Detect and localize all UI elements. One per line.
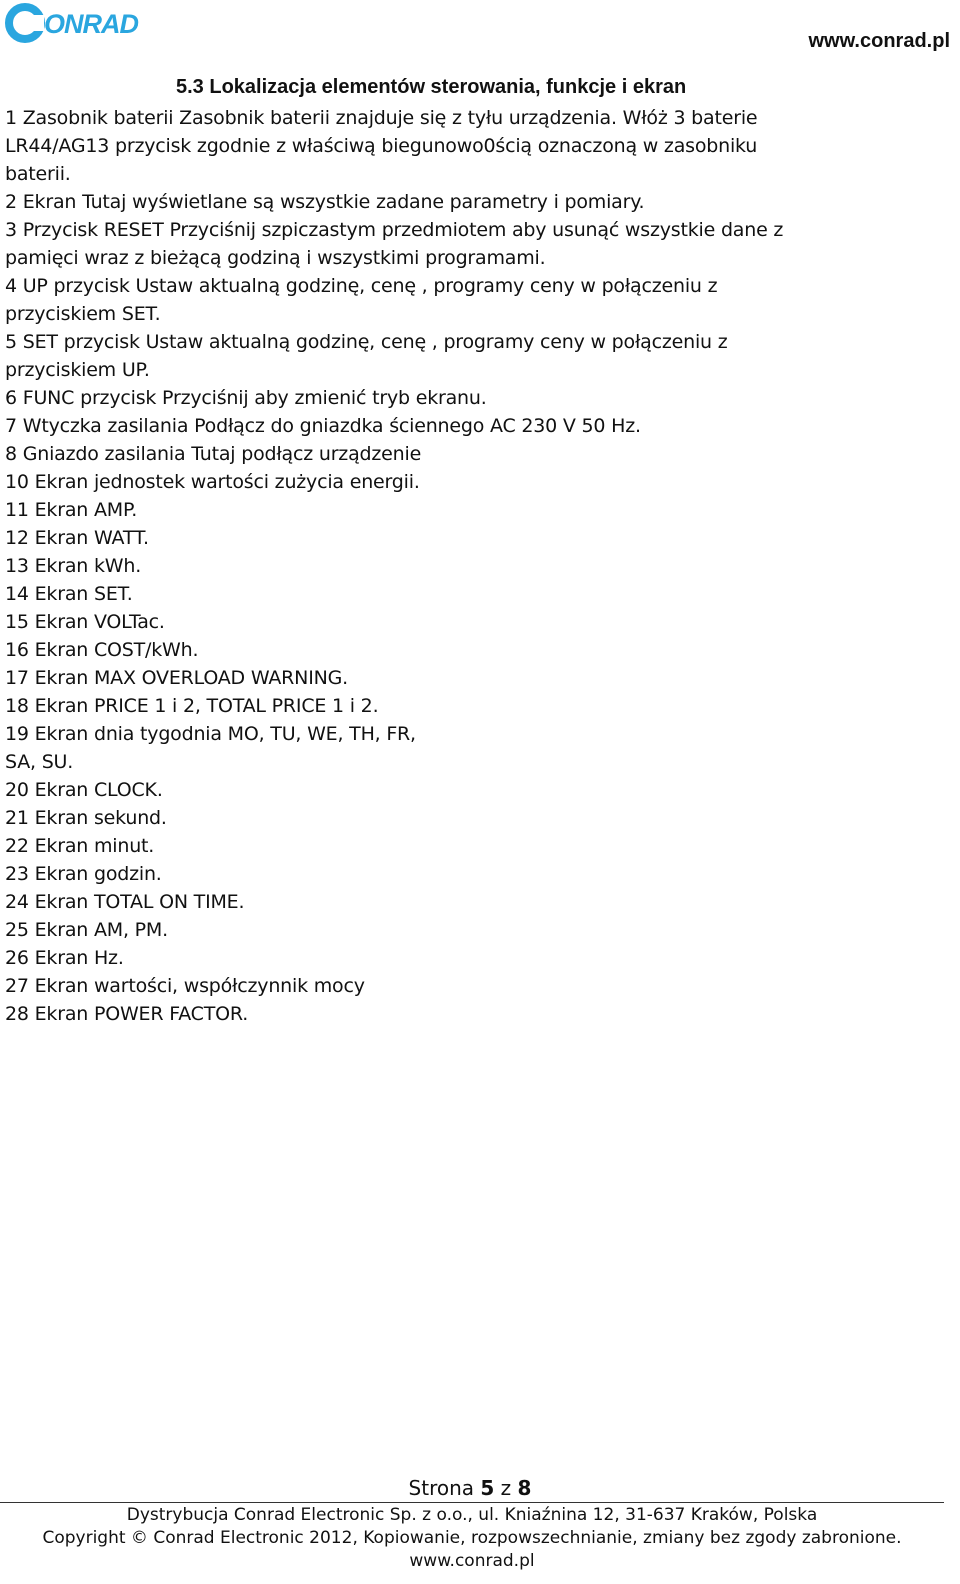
page-label: Strona [408,1476,475,1500]
svg-text:ONRAD: ONRAD [44,9,138,39]
text-line: 6 FUNC przycisk Przyciśnij aby zmienić tryb ekranu. [5,387,487,409]
page-number [0,1476,940,1500]
text-line: 14 Ekran SET. [5,583,133,605]
page-total: 8 [517,1476,532,1500]
text-line: przyciskiem UP. [5,359,150,381]
text-line: przyciskiem SET. [5,303,161,325]
body-text [5,104,950,1028]
text-line: 8 Gniazdo zasilania Tutaj podłącz urządzenie [5,443,422,465]
header-website[interactable]: www.conrad.pl [808,30,950,52]
text-line: 4 UP przycisk Ustaw aktualną godzinę, cenę , programy ceny w połączeniu z [5,275,718,297]
text-line: SA, SU. [5,751,74,773]
page-of: z [500,1476,512,1500]
text-line: 22 Ekran minut. [5,835,155,857]
footer-website-link[interactable]: www.conrad.pl [409,1551,535,1571]
text-line: 12 Ekran WATT. [5,527,149,549]
text-line: 24 Ekran TOTAL ON TIME. [5,891,245,913]
text-line: 5 SET przycisk Ustaw aktualną godzinę, cenę , programy ceny w połączeniu z [5,331,728,353]
text-line: 25 Ekran AM, PM. [5,919,168,941]
text-line: 16 Ekran COST/kWh. [5,639,199,661]
text-line: pamięci wraz z bieżącą godziną i wszystkimi programami. [5,247,546,269]
text-line: 17 Ekran MAX OVERLOAD WARNING. [5,667,348,689]
text-line: 27 Ekran wartości, współczynnik mocy [5,975,365,997]
section-title: 5.3 Lokalizacja elementów sterowania, funkcje i ekran [176,76,687,98]
text-line: 1 Zasobnik baterii Zasobnik baterii znajduje się z tyłu urządzenia. Włóż 3 baterie [5,107,758,129]
text-line: baterii. [5,163,71,185]
text-line: 3 Przycisk RESET Przyciśnij szpiczastym przedmiotem aby usunąć wszystkie dane z [5,219,784,241]
text-line: 18 Ekran PRICE 1 i 2, TOTAL PRICE 1 i 2. [5,695,379,717]
footer-copyright: Copyright © Conrad Electronic 2012, Kopiowanie, rozpowszechnianie, zmiany bez zgody zabronione. [42,1528,902,1548]
text-line: 21 Ekran sekund. [5,807,167,829]
text-line: 11 Ekran AMP. [5,499,138,521]
text-line: 2 Ekran Tutaj wyświetlane są wszystkie zadane parametry i pomiary. [5,191,645,213]
footer-divider [0,1502,944,1503]
footer-distributor: Dystrybucja Conrad Electronic Sp. z o.o., ul. Kniaźnina 12, 31-637 Kraków, Polska [126,1505,818,1525]
text-line: 28 Ekran POWER FACTOR. [5,1003,249,1025]
page-current: 5 [480,1476,495,1500]
text-line: 13 Ekran kWh. [5,555,142,577]
conrad-logo [4,2,154,44]
text-line: 20 Ekran CLOCK. [5,779,163,801]
text-line: 10 Ekran jednostek wartości zużycia energii. [5,471,420,493]
text-line: 7 Wtyczka zasilania Podłącz do gniazdka ściennego AC 230 V 50 Hz. [5,415,641,437]
text-line: 19 Ekran dnia tygodnia MO, TU, WE, TH, FR, [5,723,416,745]
text-line: 15 Ekran VOLTac. [5,611,165,633]
text-line: 26 Ekran Hz. [5,947,124,969]
text-line: LR44/AG13 przycisk zgodnie z właściwą biegunowo0ścią oznaczoną w zasobniku [5,135,758,157]
text-line: 23 Ekran godzin. [5,863,162,885]
